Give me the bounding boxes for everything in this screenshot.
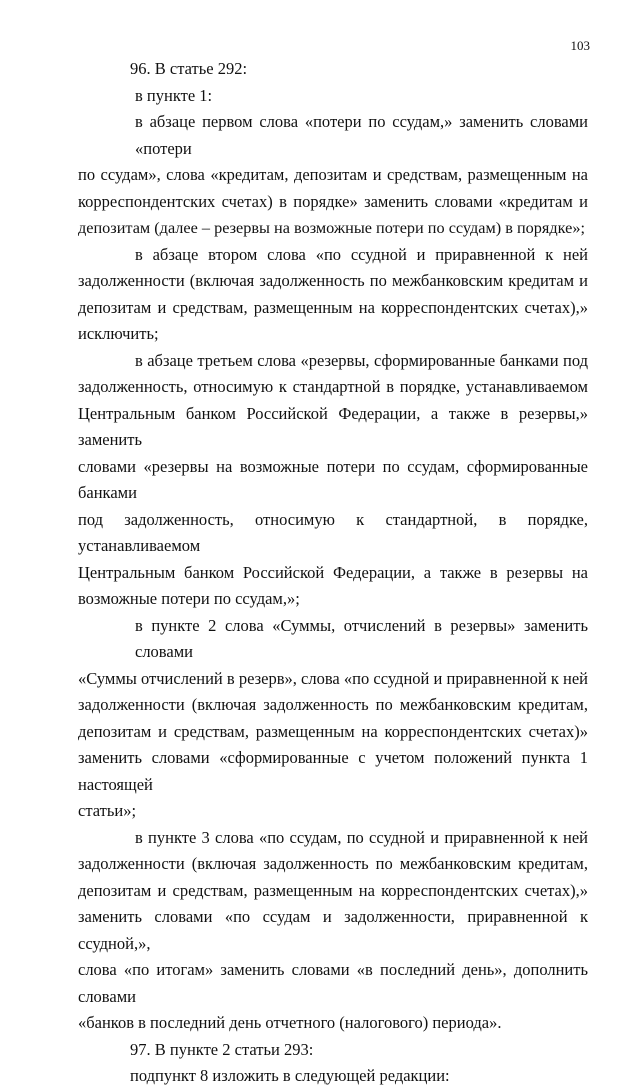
text-line: 97. В пункте 2 статьи 293:: [130, 1039, 314, 1059]
text-line: статьи»;: [78, 801, 137, 820]
text-line: корреспондентских счетах) в порядке» заменить словами «кредитам и: [78, 191, 588, 211]
text-line: задолженности (включая задолженность по межбанковским кредитам,: [78, 695, 588, 714]
text-line: депозитам и средствам, размещенным на корреспондентских счетах),»: [78, 297, 588, 317]
text-line: слова «по итогам» заменить словами «в последний день», дополнить словами: [78, 960, 588, 1006]
text-line: в абзаце третьем слова «резервы, сформированные банками под: [135, 350, 588, 370]
document-body: [78, 56, 588, 1090]
text-line: задолженности (включая задолженность по межбанковским кредитам и: [78, 271, 588, 290]
text-line: «банков в последний день отчетного (налогового) периода».: [78, 1013, 502, 1032]
page-number: 103: [570, 38, 590, 53]
text-line: заменить словами «по ссудам и задолженности, приравненной к ссудной,»,: [78, 907, 588, 953]
text-line: в абзаце втором слова «по ссудной и приравненной к ней: [135, 244, 588, 264]
text-line: депозитам (далее – резервы на возможные потери по ссудам) в порядке»;: [78, 219, 586, 237]
text-line: в пункте 2 слова «Суммы, отчислений в резервы» заменить словами: [135, 615, 588, 661]
text-line: под задолженность, относимую к стандартной, в порядке, устанавливаемом: [78, 509, 588, 555]
text-line: заменить словами «сформированные с учетом положений пункта 1 настоящей: [78, 748, 588, 794]
text-line: исключить;: [78, 324, 159, 343]
text-line: в пункте 3 слова «по ссудам, по ссудной и приравненной к ней: [135, 827, 588, 847]
text-line: по ссудам», слова «кредитам, депозитам и средствам, размещенным на: [78, 165, 588, 184]
text-line: подпункт 8 изложить в следующей редакции:: [130, 1066, 450, 1085]
text-line: Центральным банком Российской Федерации, а также в резервы,» заменить: [78, 403, 588, 449]
text-line: словами «резервы на возможные потери по ссудам, сформированные банками: [78, 456, 588, 502]
text-line: в пункте 1:: [135, 85, 213, 105]
text-line: депозитам и средствам, размещенным на корреспондентских счетах)»: [78, 721, 588, 741]
text-line: Центральным банком Российской Федерации, а также в резервы на: [78, 562, 588, 582]
text-line: в абзаце первом слова «потери по ссудам,» заменить словами «потери: [135, 112, 588, 158]
text-line: задолженности (включая задолженность по межбанковским кредитам,: [78, 854, 588, 873]
text-line: 96. В статье 292:: [130, 59, 248, 78]
text-line: «Суммы отчислений в резерв», слова «по ссудной и приравненной к ней: [78, 668, 588, 688]
text-line: задолженность, относимую к стандартной в порядке, устанавливаемом: [78, 377, 588, 396]
text-line: возможные потери по ссудам,»;: [78, 589, 300, 608]
text-line: депозитам и средствам, размещенным на корреспондентских счетах),»: [78, 880, 588, 900]
